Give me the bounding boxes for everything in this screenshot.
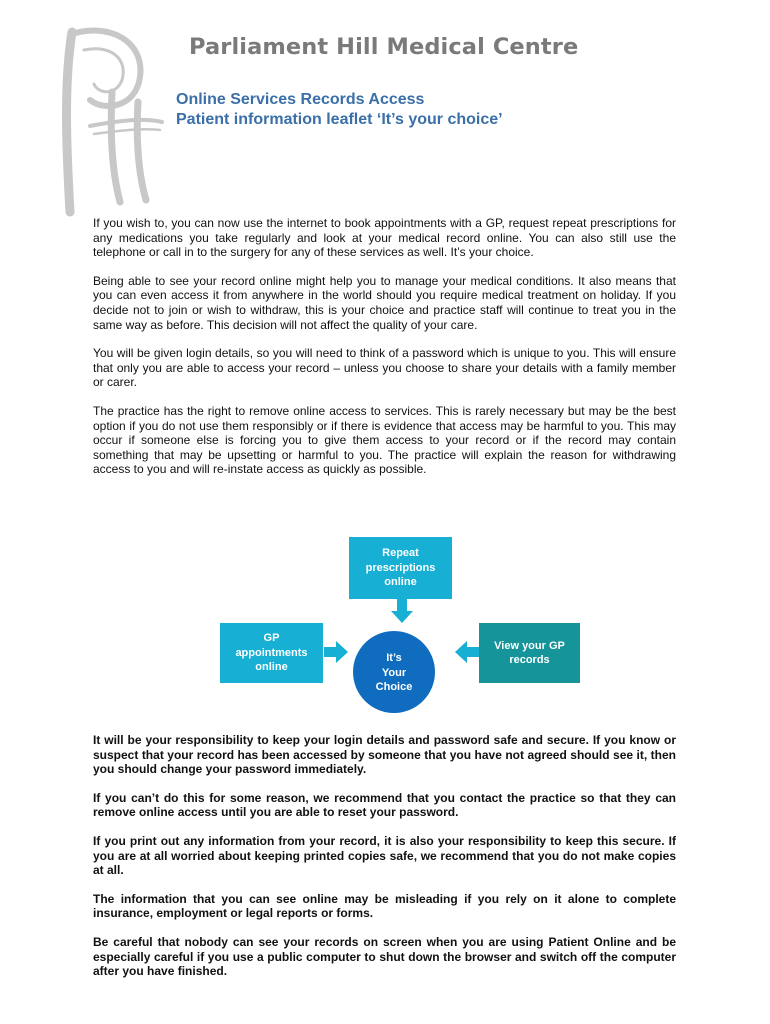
box-label-line: appointments: [235, 646, 308, 659]
paragraph-contact-practice: If you can’t do this for some reason, we recommend that you contact the practice so that they can remove online access until you are able to reset your password.: [93, 790, 676, 820]
circle-label-line: Choice: [375, 681, 413, 693]
responsibility-section: [93, 733, 676, 993]
paragraph-password-safety: It will be your responsibility to keep your login details and password safe and secure. If you know or suspect that your record has been accessed by someone that you have not agreed should see it, then you should change your password immediately.: [93, 733, 676, 777]
repeat-prescriptions-box: [349, 537, 452, 599]
box-label-line: online: [255, 661, 288, 674]
box-label-line: Repeat: [382, 547, 419, 560]
paragraph-screen-privacy: Be careful that nobody can see your records on screen when you are using Patient Online and be especially careful if you use a public computer to shut down the browser and switch off the computer after you have finished.: [93, 934, 676, 979]
view-records-box: [479, 623, 580, 683]
gp-appointments-box: [220, 623, 323, 683]
paragraph-login: You will be given login details, so you will need to think of a password which is unique to you. This will ensure that only you are able to access your record – unless you choose to share your details with a family member or carer.: [93, 346, 676, 390]
circle-label: [353, 649, 435, 697]
box-label-line: online: [384, 576, 417, 589]
ph-monogram-logo: [50, 22, 170, 222]
circle-label-line: Your: [381, 666, 407, 679]
paragraph-misleading-info: The information that you can see online may be misleading if you rely on it alone to complete insurance, employment or legal reports or forms.: [93, 891, 676, 921]
leaflet-subtitle: Online Services Records Access: [176, 91, 425, 108]
circle-label-line: It’s: [386, 652, 402, 664]
box-label-line: View your GP: [494, 639, 565, 652]
arrow-right-icon: [324, 641, 348, 663]
paragraph-intro: If you wish to, you can now use the internet to book appointments with a GP, request repeat prescriptions for any medications you take regularly and look at your medical record online. You can also still use the telephone or call in to the surgery for any of these services as well. It’s your choice.: [93, 216, 676, 260]
box-label-line: GP: [263, 632, 280, 645]
leaflet-subtitle-choice: Patient information leaflet ‘It’s your choice’: [176, 111, 503, 128]
paragraph-benefits: Being able to see your record online might help you to manage your medical conditions. It also means that you can even access it from anywhere in the world should you require medical treatment on holiday. If you decide not to join or wish to withdraw, this is your choice and practice staff will continue to treat you in the same way as before. This decision will not affect the quality of your care.: [93, 273, 676, 332]
paragraph-printing: If you print out any information from your record, it is also your responsibility to keep this secure. If you are at all worried about keeping printed copies safe, we recommend that you do not make copies at all.: [93, 833, 676, 878]
choice-diagram: [220, 537, 582, 717]
box-label-line: records: [509, 654, 550, 666]
arrow-down-icon: [391, 599, 413, 623]
box-label-line: prescriptions: [365, 561, 436, 574]
arrow-left-icon: [455, 641, 479, 663]
paragraph-removal: The practice has the right to remove online access to services. This is rarely necessary but may be the best option if you do not use them responsibly or if there is evidence that access may be harmful to you. This may occur if someone else is forcing you to give them access to your record or if the record may contain something that may be upsetting or harmful to you. The practice will explain the reason for withdrawing access to you and will re-instate access as quickly as possible.: [93, 403, 676, 477]
intro-body: [93, 216, 676, 491]
page-title: Parliament Hill Medical Centre: [189, 34, 579, 60]
